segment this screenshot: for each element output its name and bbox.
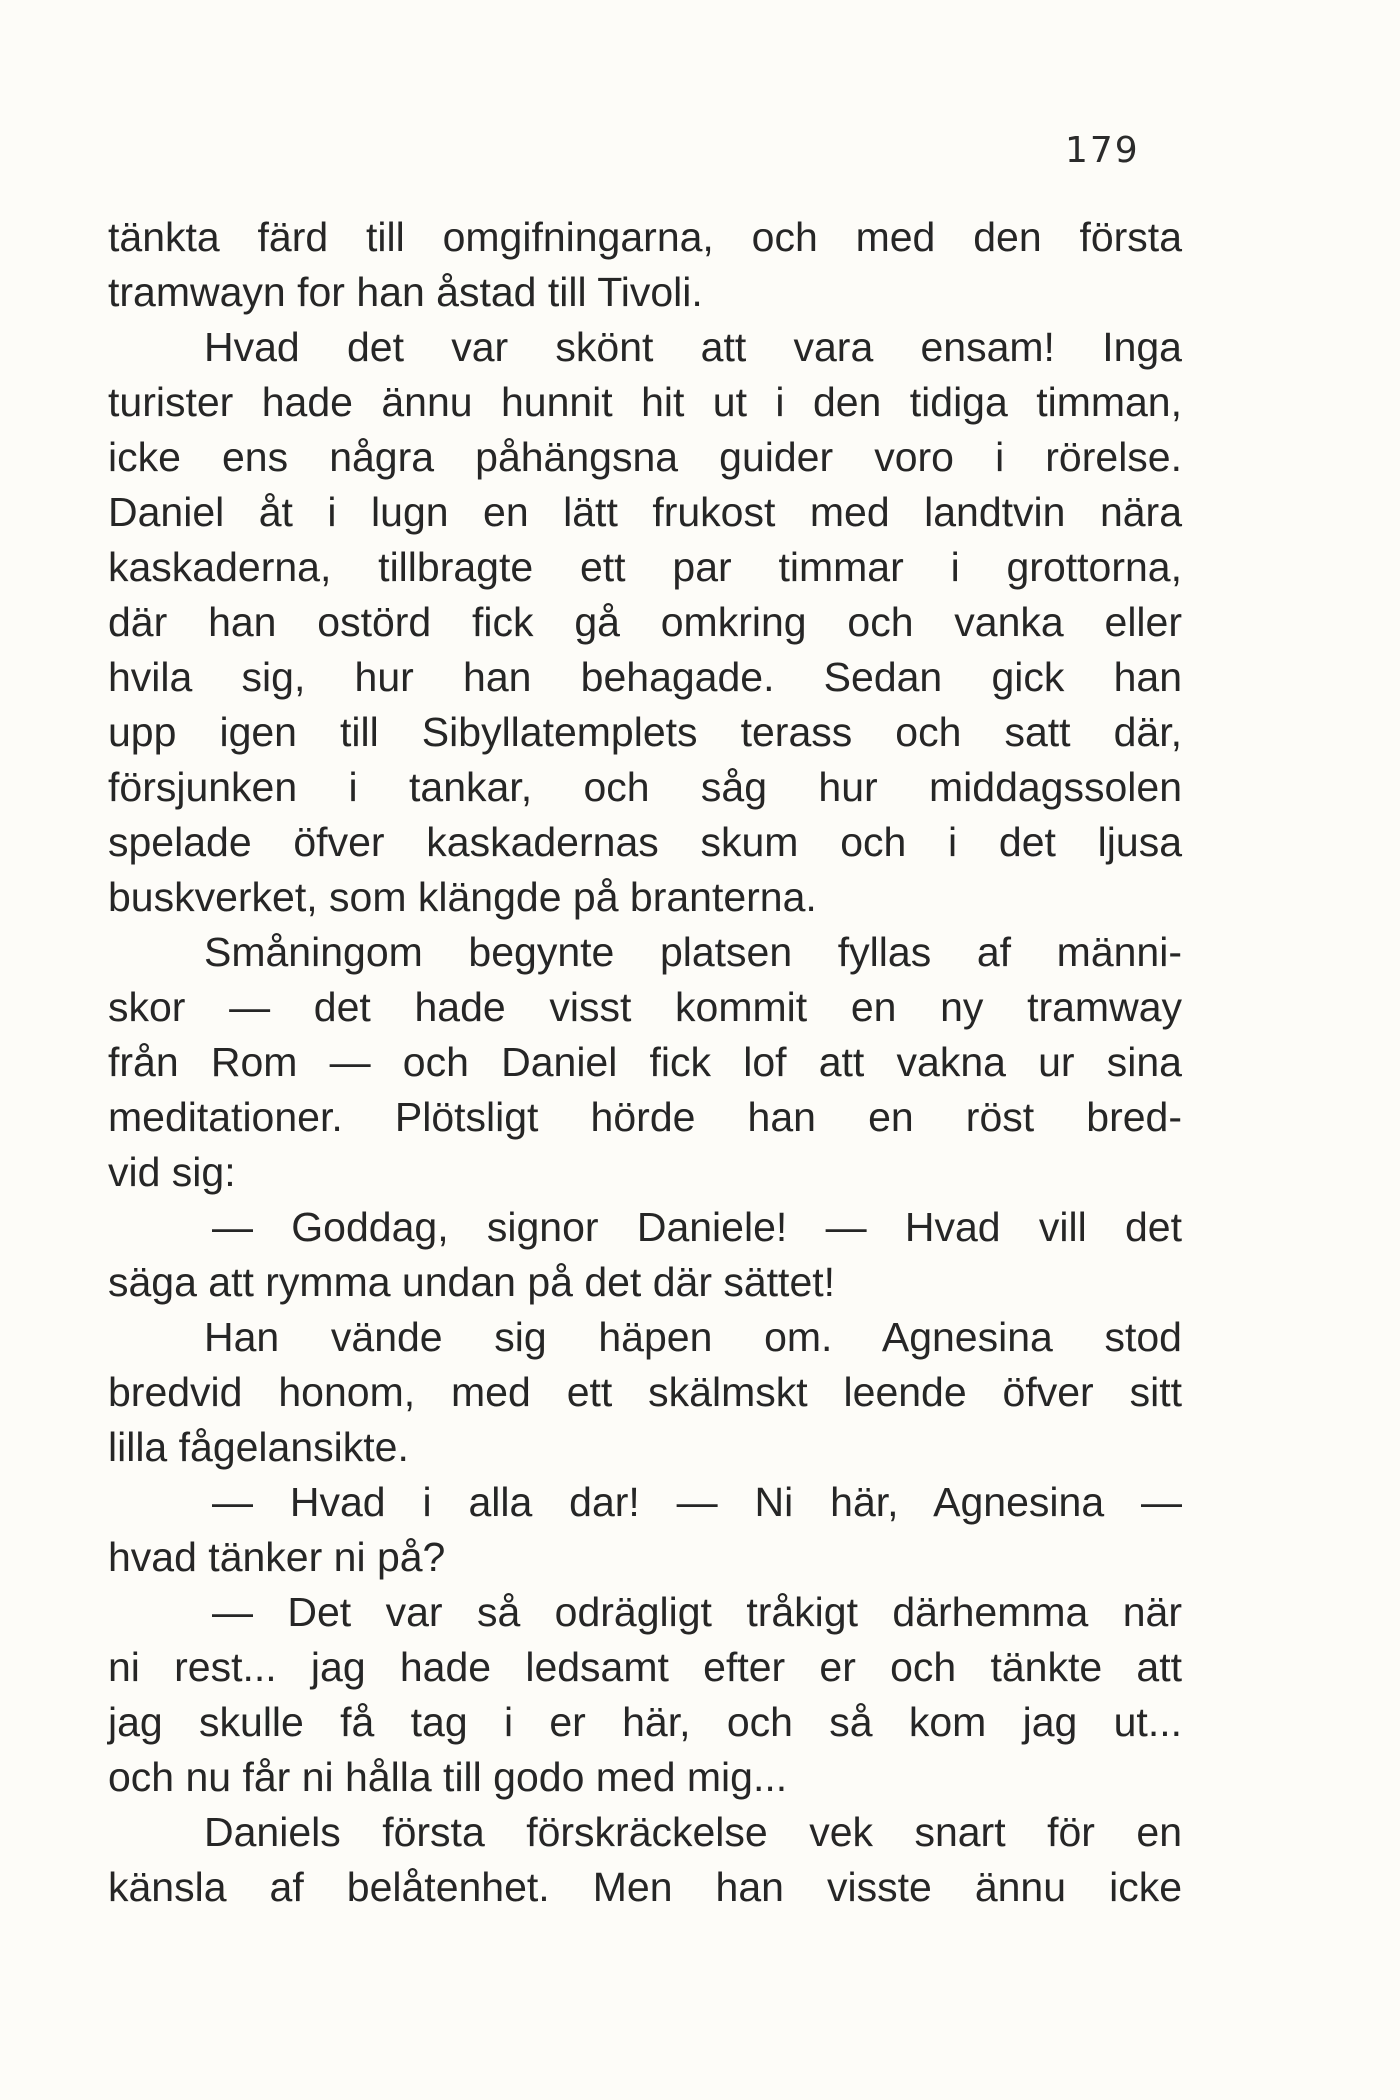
text-line: försjunken i tankar, och såg hur middagssolen bbox=[108, 764, 1182, 810]
text-line: Småningom begynte platsen fyllas af männi- bbox=[204, 929, 1182, 975]
body-text bbox=[108, 210, 1182, 1915]
text-line: Daniel åt i lugn en lätt frukost med landtvin nära bbox=[108, 489, 1182, 535]
text-line: tramwayn for han åstad till Tivoli. bbox=[108, 269, 703, 315]
text-line: och nu får ni hålla till godo med mig... bbox=[108, 1754, 788, 1800]
text-line: skor — det hade visst kommit en ny tramway bbox=[108, 984, 1182, 1030]
text-line: icke ens några påhängsna guider voro i rörelse. bbox=[108, 434, 1182, 480]
text-line: Daniels första förskräckelse vek snart för en bbox=[204, 1809, 1182, 1855]
text-line: säga att rymma undan på det där sättet! bbox=[108, 1259, 836, 1305]
text-line: där han ostörd fick gå omkring och vanka eller bbox=[108, 599, 1182, 645]
text-line: ni rest... jag hade ledsamt efter er och tänkte att bbox=[108, 1644, 1182, 1690]
page-number: 179 bbox=[1065, 130, 1140, 171]
text-line: vid sig: bbox=[108, 1149, 236, 1195]
text-line: jag skulle få tag i er här, och så kom jag ut... bbox=[108, 1699, 1182, 1745]
text-line: från Rom — och Daniel fick lof att vakna ur sina bbox=[108, 1039, 1182, 1085]
text-line: kaskaderna, tillbragte ett par timmar i grottorna, bbox=[108, 544, 1182, 590]
text-line: spelade öfver kaskadernas skum och i det ljusa bbox=[108, 819, 1182, 865]
text-line: hvad tänker ni på? bbox=[108, 1534, 446, 1580]
text-line: buskverket, som klängde på branterna. bbox=[108, 874, 817, 920]
text-line: — Hvad i alla dar! — Ni här, Agnesina — bbox=[212, 1479, 1182, 1525]
text-line: hvila sig, hur han behagade. Sedan gick han bbox=[108, 654, 1182, 700]
text-line: upp igen till Sibyllatemplets terass och satt där, bbox=[108, 709, 1182, 755]
text-line: — Goddag, signor Daniele! — Hvad vill det bbox=[212, 1204, 1182, 1250]
text-line: turister hade ännu hunnit hit ut i den tidiga timman, bbox=[108, 379, 1182, 425]
text-line: känsla af belåtenhet. Men han visste ännu icke bbox=[108, 1864, 1182, 1910]
text-line: — Det var så odrägligt tråkigt därhemma när bbox=[212, 1589, 1182, 1635]
text-line: bredvid honom, med ett skälmskt leende öfver sitt bbox=[108, 1369, 1182, 1415]
text-line: lilla fågelansikte. bbox=[108, 1424, 409, 1470]
text-line: Han vände sig häpen om. Agnesina stod bbox=[204, 1314, 1182, 1360]
text-line: meditationer. Plötsligt hörde han en röst bred- bbox=[108, 1094, 1182, 1140]
text-line: tänkta färd till omgifningarna, och med den första bbox=[108, 214, 1182, 260]
text-line: Hvad det var skönt att vara ensam! Inga bbox=[204, 324, 1182, 370]
